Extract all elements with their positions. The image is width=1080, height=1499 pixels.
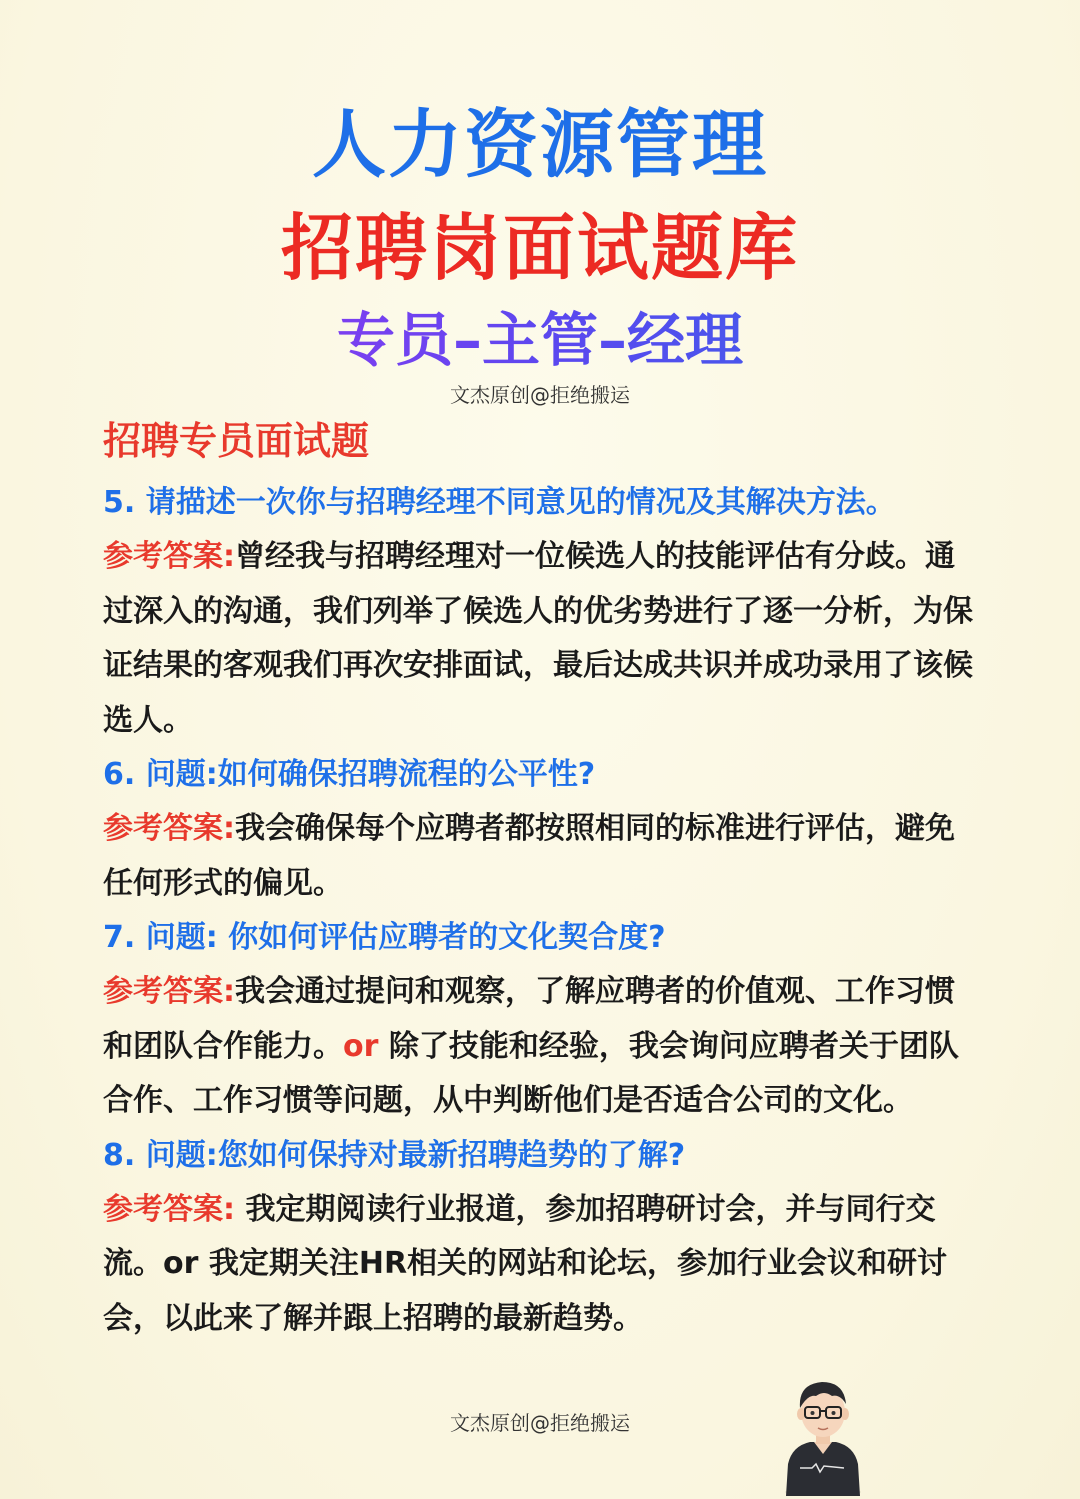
avatar-illustration [778,1368,868,1496]
or-connector: or [343,1028,379,1064]
subtitle: 招聘岗面试题库 [280,206,799,290]
answer-6: 参考答案:我会确保每个应聘者都按照相同的标准进行评估，避免任何形式的偏见。 [103,811,955,901]
level-title: 专员–主管–经理 [336,306,743,374]
main-title: 人力资源管理 [312,102,768,188]
answer-5: 参考答案:曾经我与招聘经理对一位候选人的技能评估有分歧。通过深入的沟通，我们列举了候选人的优劣势进行了逐一分析，为保证结果的客观我们再次安排面试，最后达成共识并成功录用了该候选人。 [103,539,973,738]
answer-8: 参考答案: 我定期阅读行业报道，参加招聘研讨会，并与同行交流。or 我定期关注HR相关的网站和论坛，参加行业会议和研讨会，以此来了解并跟上招聘的最新趋势。 [103,1191,948,1336]
question-6: 6. 问题:如何确保招聘流程的公平性? [103,757,596,792]
answer-label: 参考答案: [103,1191,235,1227]
section-title: 招聘专员面试题 [103,419,370,463]
question-5: 5. 请描述一次你与招聘经理不同意见的情况及其解决方法。 [103,485,896,520]
question-7: 7. 问题: 你如何评估应聘者的文化契合度? [103,920,666,955]
qa-list [103,476,983,1346]
answer-label: 参考答案: [103,974,235,1009]
credit-bottom: 文杰原创@拒绝搬运 [450,1411,630,1435]
question-8: 8. 问题:您如何保持对最新招聘趋势的了解? [103,1137,686,1173]
answer-7: 参考答案:我会通过提问和观察，了解应聘者的价值观、工作习惯和团队合作能力。or 除了技能和经验，我会询问应聘者关于团队合作、工作习惯等问题，从中判断他们是否适合公司的文化。 [103,974,959,1118]
answer-label: 参考答案: [103,811,235,846]
credit-top: 文杰原创@拒绝搬运 [450,383,630,407]
answer-label: 参考答案: [103,539,235,574]
